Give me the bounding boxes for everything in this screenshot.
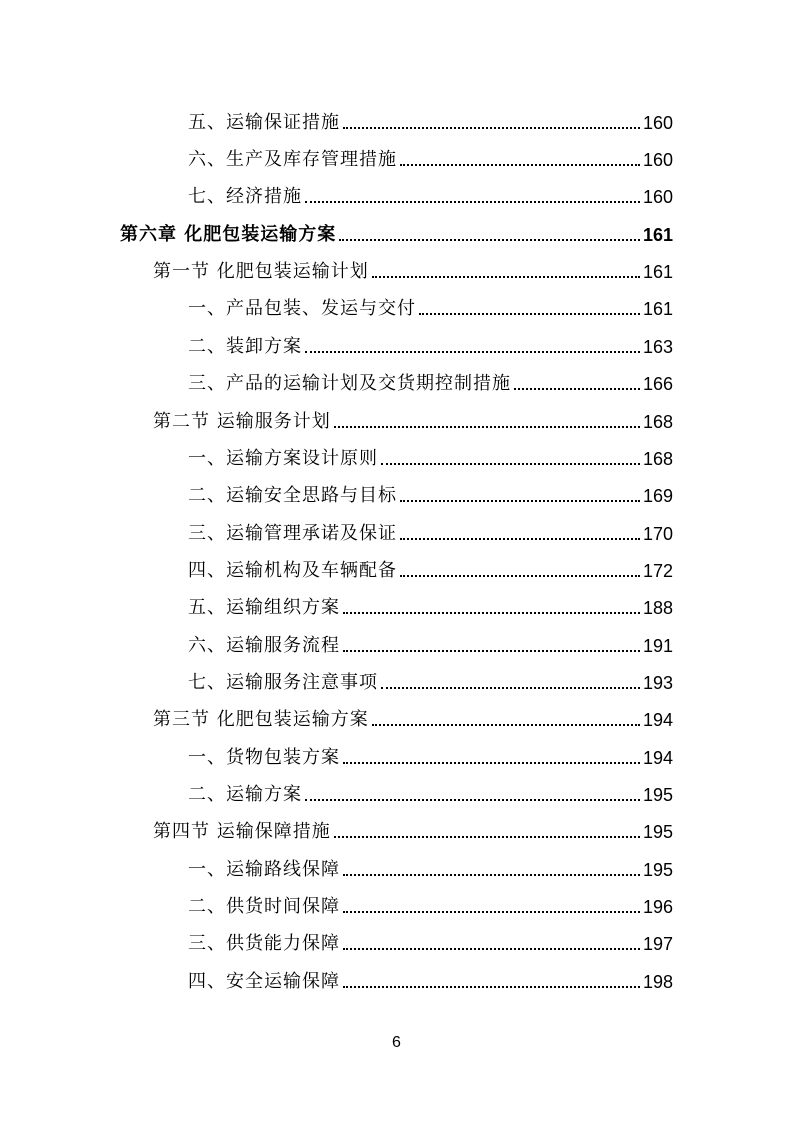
page-number: 6 xyxy=(392,1034,401,1051)
dot-leader xyxy=(400,500,640,502)
toc-entry-page: 168 xyxy=(642,449,673,469)
toc-entry-page: 160 xyxy=(642,150,673,170)
toc-entry-title: 一、货物包装方案 xyxy=(188,747,340,768)
dot-leader xyxy=(334,836,640,838)
toc-entry-title: 第二节 运输服务计划 xyxy=(153,411,331,432)
toc-entry-page: 160 xyxy=(642,187,673,207)
dot-leader xyxy=(400,538,640,540)
dot-leader xyxy=(334,426,640,428)
toc-entry-page: 191 xyxy=(642,636,673,656)
toc-entry-title: 三、供货能力保障 xyxy=(188,933,340,954)
dot-leader xyxy=(381,687,640,689)
toc-entry-title: 四、安全运输保障 xyxy=(188,971,340,992)
toc-entry-title: 第六章 化肥包装运输方案 xyxy=(120,224,337,245)
toc-entry-title: 四、运输机构及车辆配备 xyxy=(188,560,397,581)
toc-entry-title: 一、产品包装、发运与交付 xyxy=(188,298,416,319)
toc-entry-page: 195 xyxy=(642,822,673,842)
dot-leader xyxy=(400,575,640,577)
dot-leader xyxy=(400,164,640,166)
toc-entry-page: 195 xyxy=(642,860,673,880)
toc-entry-page: 169 xyxy=(642,486,673,506)
toc-entry-page: 194 xyxy=(642,710,673,730)
dot-leader xyxy=(419,313,640,315)
toc-section-entry[interactable] xyxy=(153,701,673,731)
toc-section-entry[interactable] xyxy=(153,253,673,283)
toc-entry-page: 168 xyxy=(642,412,673,432)
toc-entry-title: 二、运输方案 xyxy=(188,784,302,805)
toc-entry-title: 二、装卸方案 xyxy=(188,336,302,357)
toc-entry[interactable] xyxy=(188,141,673,171)
toc-entry-page: 196 xyxy=(642,897,673,917)
toc-entry[interactable] xyxy=(188,925,673,955)
toc-entry[interactable] xyxy=(188,888,673,918)
toc-entry-title: 第一节 化肥包装运输计划 xyxy=(153,261,369,282)
toc-entry-page: 161 xyxy=(642,225,673,245)
toc-entry[interactable] xyxy=(188,851,673,881)
toc-chapter-entry[interactable] xyxy=(120,216,673,246)
toc-entry-title: 第三节 化肥包装运输方案 xyxy=(153,709,369,730)
dot-leader xyxy=(343,762,640,764)
toc-section-entry[interactable] xyxy=(153,403,673,433)
toc-entry-title: 第四节 运输保障措施 xyxy=(153,821,331,842)
toc-entry-title: 二、供货时间保障 xyxy=(188,896,340,917)
toc-entry-page: 198 xyxy=(642,972,673,992)
toc-entry-page: 197 xyxy=(642,934,673,954)
toc-entry-page: 188 xyxy=(642,598,673,618)
dot-leader xyxy=(372,724,640,726)
toc-entry-title: 三、运输管理承诺及保证 xyxy=(188,523,397,544)
toc-entry[interactable] xyxy=(188,627,673,657)
toc-entry[interactable] xyxy=(188,664,673,694)
toc-entry-title: 七、运输服务注意事项 xyxy=(188,672,378,693)
toc-entry[interactable] xyxy=(188,776,673,806)
toc-entry-page: 195 xyxy=(642,785,673,805)
toc-entry-title: 六、生产及库存管理措施 xyxy=(188,149,397,170)
toc-entry-title: 二、运输安全思路与目标 xyxy=(188,485,397,506)
toc-entry[interactable] xyxy=(188,104,673,134)
toc-entry-page: 194 xyxy=(642,748,673,768)
toc-entry[interactable] xyxy=(188,290,673,320)
dot-leader xyxy=(343,874,640,876)
dot-leader xyxy=(343,612,640,614)
toc-entry[interactable] xyxy=(188,328,673,358)
toc-entry[interactable] xyxy=(188,440,673,470)
toc-entry-title: 七、经济措施 xyxy=(188,186,302,207)
toc-entry-page: 166 xyxy=(642,374,673,394)
toc-entry-title: 一、运输路线保障 xyxy=(188,859,340,880)
dot-leader xyxy=(343,127,640,129)
dot-leader xyxy=(343,986,640,988)
dot-leader xyxy=(372,276,640,278)
toc-entry-title: 五、运输保证措施 xyxy=(188,112,340,133)
dot-leader xyxy=(343,911,640,913)
toc-entry-title: 五、运输组织方案 xyxy=(188,597,340,618)
toc-entry[interactable] xyxy=(188,365,673,395)
dot-leader xyxy=(343,650,640,652)
toc-section-entry[interactable] xyxy=(153,813,673,843)
toc-entry-page: 161 xyxy=(642,299,673,319)
toc-entry-page: 163 xyxy=(642,337,673,357)
toc-entry[interactable] xyxy=(188,178,673,208)
toc-entry[interactable] xyxy=(188,739,673,769)
dot-leader xyxy=(305,799,640,801)
toc-entry-page: 172 xyxy=(642,561,673,581)
toc-entry-title: 一、运输方案设计原则 xyxy=(188,448,378,469)
dot-leader xyxy=(381,463,640,465)
dot-leader xyxy=(305,351,640,353)
dot-leader xyxy=(343,948,640,950)
toc-entry-page: 160 xyxy=(642,113,673,133)
toc-entry[interactable] xyxy=(188,515,673,545)
toc-entry[interactable] xyxy=(188,589,673,619)
toc-entry[interactable] xyxy=(188,477,673,507)
toc-entry-page: 170 xyxy=(642,524,673,544)
toc-entry-page: 161 xyxy=(642,262,673,282)
toc-entry-title: 三、产品的运输计划及交货期控制措施 xyxy=(188,373,511,394)
dot-leader xyxy=(514,388,640,390)
toc-entry[interactable] xyxy=(188,552,673,582)
toc-entry-title: 六、运输服务流程 xyxy=(188,635,340,656)
toc-entry[interactable] xyxy=(188,963,673,993)
dot-leader xyxy=(305,201,640,203)
dot-leader xyxy=(339,239,640,241)
toc-entry-page: 193 xyxy=(642,673,673,693)
